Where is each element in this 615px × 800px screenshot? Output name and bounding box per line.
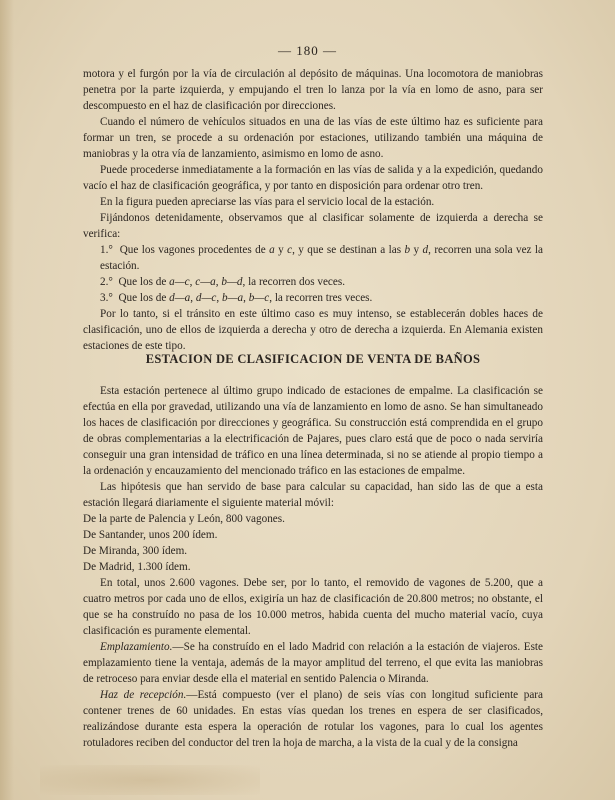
paragraph: motora y el furgón por la vía de circulación al depósito de máquinas. Una locomotora de maniobras penetra por la parte izquierda, y empujando el tren lo lanza por la vía en lomo de asno, para ser descompuesto en el haz de clasificación por direcciones.	[83, 68, 543, 112]
list-item: 2.° Que los de a—c, c—a, b—d, la recorren dos veces.	[100, 276, 345, 288]
paragraph: Fijándonos detenidamente, observamos que al clasificar solamente de izquierda a derecha se verifica:	[83, 212, 543, 240]
paragraph: Emplazamiento.—Se ha construído en el lado Madrid con relación a la estación de viajeros. Este emplazamiento tiene la ventaja, además de la mayor amplitud del terreno, el que evita las maniobras de retroceso para enviar desde ella el material en sentido Palencia o Miranda.	[83, 641, 543, 685]
origin-line: De Madrid, 1.300 ídem.	[83, 561, 191, 573]
page-number: — 180 —	[278, 43, 337, 58]
paragraph: En la figura pueden apreciarse las vías para el servicio local de la estación.	[100, 196, 435, 208]
origin-line: De Miranda, 300 ídem.	[83, 545, 188, 557]
paragraph: Por lo tanto, si el tránsito en este último caso es muy intenso, se establecerán dobles haces de clasificación, uno de ellos de izquierda a derecha y otro de derecha a izquierda. En Alemania existen estaciones de este tipo.	[83, 308, 543, 352]
paragraph: En total, unos 2.600 vagones. Debe ser, por lo tanto, el removido de vagones de 5.200, que a cuatro metros por cada uno de ellos, exigiría un haz de clasificación de 20.800 metros; no obstante, el que se ha construído no pasa de los 10.000 metros, habida cuenta del mucho material vacío, cuya clasificación es puramente elemental.	[83, 577, 543, 637]
paragraph: Esta estación pertenece al último grupo indicado de estaciones de empalme. La clasificación se efectúa en ella por gravedad, utilizando una vía de lanzamiento en lomo de asno. Se han simultaneado los haces de clasificación por direcciones y geográfica. Su construcción está comprendida en el grupo de obras complementarias a la electrificación de Pajares, pues claro está que de poco o nada serviría conseguir una gran intensidad de tráfico en una línea determinada, si no se atiende al propio tiempo a la ordenación y encauzamiento del mencionado tráfico en las estaciones de empalme.	[83, 385, 543, 477]
bottom-text-block	[83, 383, 543, 751]
origin-line: De Santander, unos 200 ídem.	[83, 529, 218, 541]
run-in-heading: Emplazamiento.	[100, 641, 173, 653]
paper-stain	[40, 765, 260, 795]
origin-line: De la parte de Palencia y León, 800 vagones.	[83, 513, 285, 525]
run-in-heading: Haz de recepción.	[100, 689, 187, 701]
top-text-block	[83, 66, 543, 354]
list-item: 3.° Que los de d—a, d—c, b—a, b—c, la recorren tres veces.	[100, 292, 373, 304]
section-title: ESTACION DE CLASIFICACION DE VENTA DE BAÑOS	[145, 352, 481, 366]
list-item: 1.° Que los vagones procedentes de a y c, y que se destinan a las b y d, recorren una sola vez la estación.	[100, 244, 544, 272]
page-edge-shadow	[0, 0, 14, 800]
paragraph: Puede procederse inmediatamente a la formación en las vías de salida y a la expedición, quedando vacío el haz de clasificación geográfica, y por tanto en disposición para ordenar otro tren.	[83, 164, 543, 192]
paragraph: Cuando el número de vehículos situados en una de las vías de este último haz es suficiente para formar un tren, se procede a su ordenación por estaciones, utilizando también una máquina de maniobras y la otra vía de lanzamiento, asimismo en lomo de asno.	[83, 116, 543, 160]
paragraph: Las hipótesis que han servido de base para calcular su capacidad, han sido las de que a esta estación llegará diariamente el siguiente material móvil:	[83, 481, 543, 509]
paragraph: Haz de recepción.—Está compuesto (ver el plano) de seis vías con longitud suficiente para contener trenes de 60 unidades. En estas vías quedan los trenes en espera de ser clasificados, realizándose durante esta espera la operación de rotular los vagones, para lo cual los agentes rotuladores reciben del conductor del tren la hoja de marcha, a la vista de la cual y de la consigna	[83, 689, 543, 749]
